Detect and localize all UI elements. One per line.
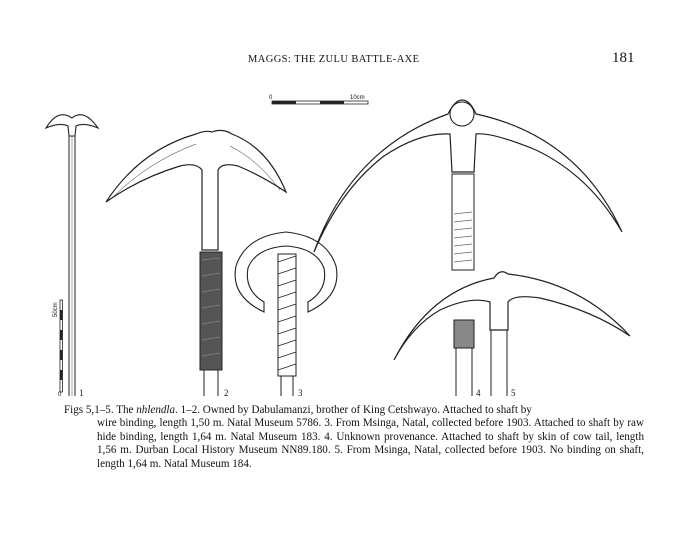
scale-left-end: 50cm: [53, 302, 59, 317]
fig-label-1: 1: [79, 388, 84, 398]
fig-label-4: 4: [476, 388, 481, 398]
fig-2-axe: [106, 130, 286, 396]
fig-3-axe: [235, 232, 337, 396]
scale-bar-top: [269, 95, 368, 104]
page-number: 181: [612, 50, 635, 66]
figure-caption: [64, 404, 644, 471]
fig-1-axe: [46, 115, 98, 396]
caption-first-line: [64, 404, 644, 417]
caption-term: nhlendla: [136, 404, 176, 416]
scale-top-end: 10cm: [350, 95, 365, 101]
caption-line1-rest: . 1–2. Owned by Dabulamanzi, brother of King Cetshwayo. Attached to shaft by: [175, 404, 532, 416]
fig-label-2: 2: [224, 388, 229, 398]
scale-bar-left: [53, 300, 63, 398]
scale-left-start: 0: [58, 392, 62, 398]
fig-5-axe: [394, 272, 630, 396]
running-head: MAGGS: THE ZULU BATTLE-AXE: [248, 54, 420, 65]
fig-label-5: 5: [511, 388, 516, 398]
scale-top-start: 0: [269, 95, 273, 101]
fig-4-axe: [314, 100, 622, 396]
caption-body: wire binding, length 1,50 m. Natal Museum 5786. 3. From Msinga, Natal, collected before 1903. Attached to shaft by raw hide binding, length 1,64 m. Natal Museum 183. 4. Unknown provenance. Attached to shaft by skin of cow tail, length 1,56 m. Durban Local History Museum NN89.180. 5. From Msinga, Natal, collected before 1903. No binding on shaft, length 1,64 m. Natal Museum 184.: [97, 417, 644, 470]
caption-prefix: Figs 5,1–5. The: [64, 404, 137, 416]
fig-label-3: 3: [298, 388, 303, 398]
